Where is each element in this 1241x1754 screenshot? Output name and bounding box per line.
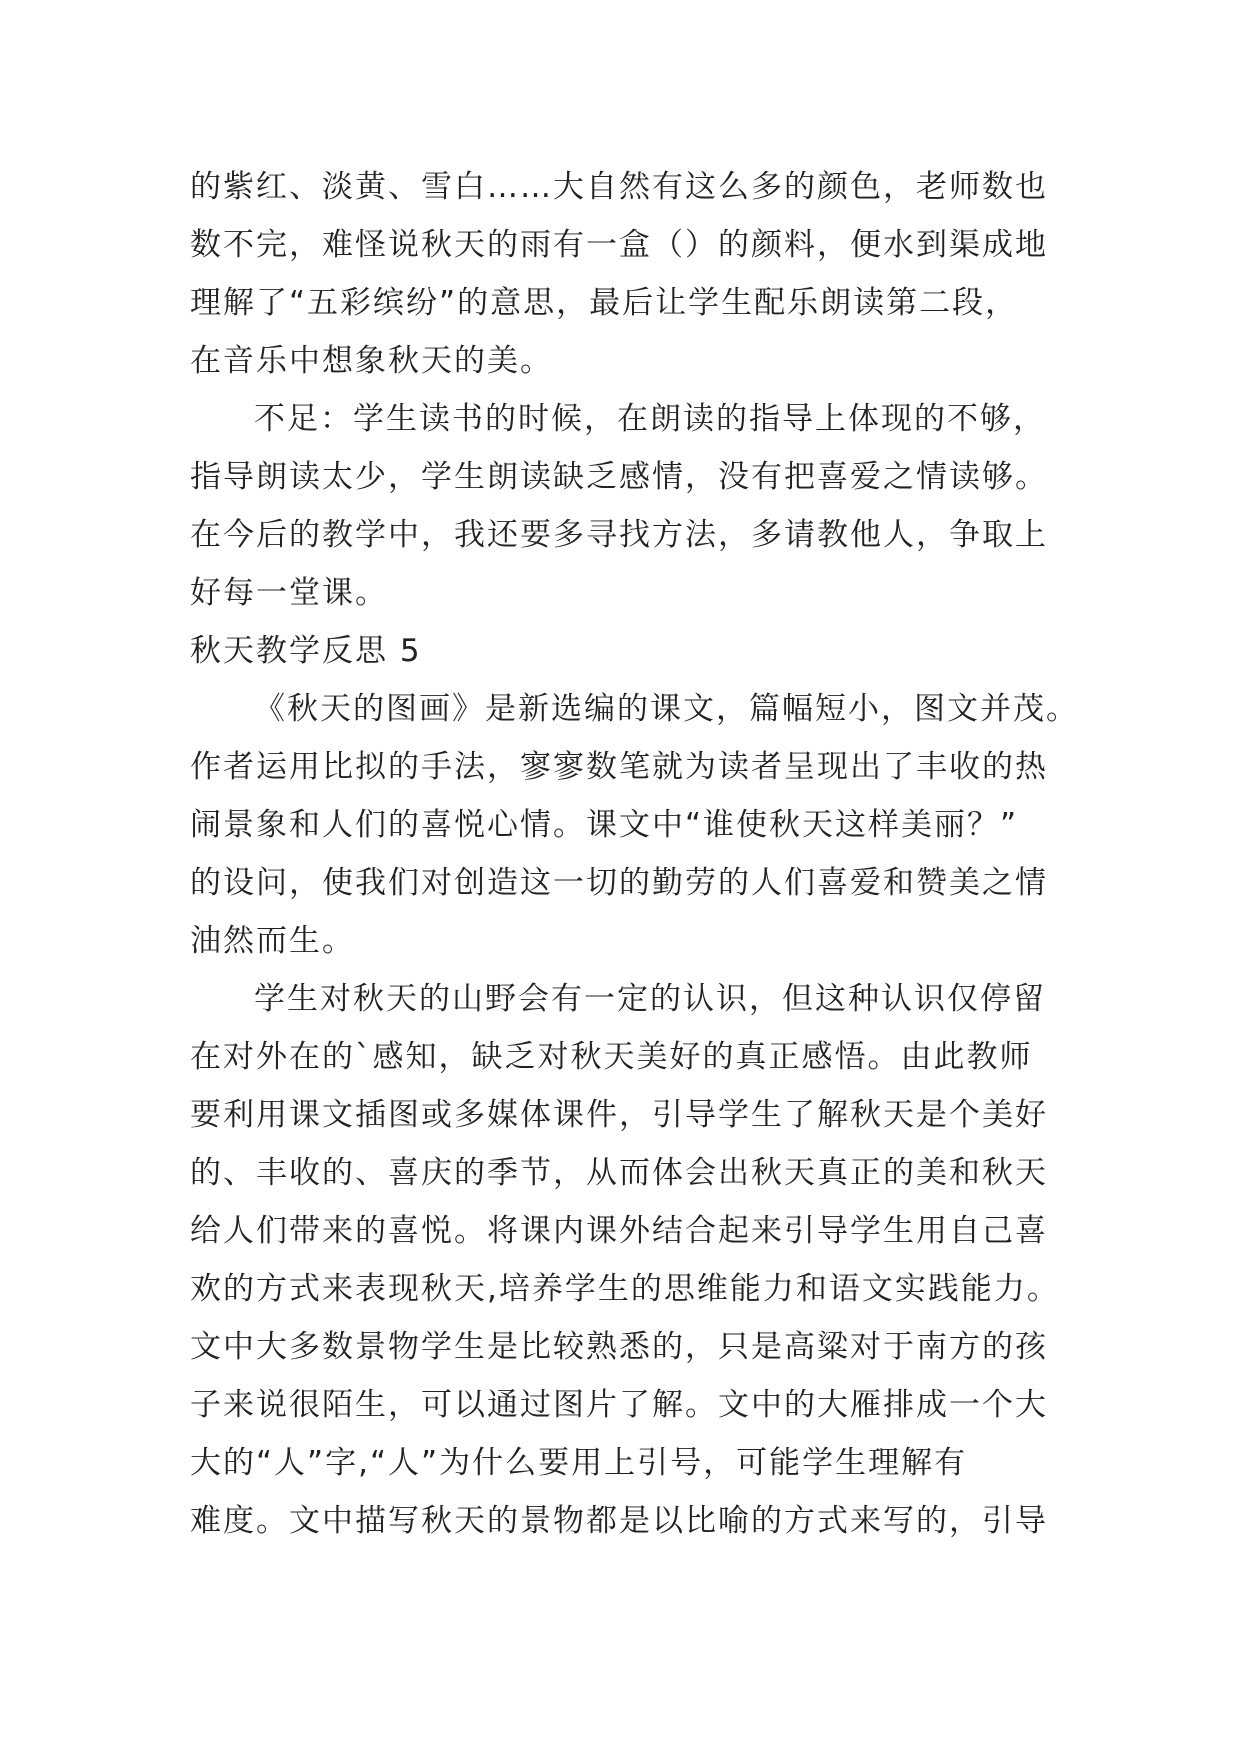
text-line: 理解了“五彩缤纷”的意思，最后让学生配乐朗读第二段， bbox=[190, 285, 1019, 321]
text-line: 文中大多数景物学生是比较熟悉的，只是高粱对于南方的孩 bbox=[190, 1329, 1048, 1365]
document-page bbox=[190, 158, 1079, 1550]
text-line: 在今后的教学中，我还要多寻找方法，多请教他人，争取上 bbox=[190, 517, 1048, 553]
paragraph-1 bbox=[190, 158, 1070, 390]
text-line: 油然而生。 bbox=[190, 923, 355, 959]
text-line: 在对外在的`感知，缺乏对秋天美好的真正感悟。由此教师 bbox=[190, 1039, 1033, 1075]
text-line: 指导朗读太少，学生朗读缺乏感情，没有把喜爱之情读够。 bbox=[190, 459, 1048, 495]
text-line: 闹景象和人们的喜悦心情。课文中“谁使秋天这样美丽？” bbox=[190, 807, 1019, 843]
text-line: 给人们带来的喜悦。将课内课外结合起来引导学生用自己喜 bbox=[190, 1213, 1048, 1249]
text-line: 学生对秋天的山野会有一定的认识，但这种认识仅停留 bbox=[254, 981, 1046, 1017]
text-line: 欢的方式来表现秋天,培养学生的思维能力和语文实践能力。 bbox=[190, 1271, 1060, 1307]
text-line: 作者运用比拟的手法，寥寥数笔就为读者呈现出了丰收的热 bbox=[190, 749, 1048, 785]
text-line: 子来说很陌生，可以通过图片了解。文中的大雁排成一个大 bbox=[190, 1387, 1048, 1423]
text-line: 的、丰收的、喜庆的季节，从而体会出秋天真正的美和秋天 bbox=[190, 1155, 1048, 1191]
text-line: 在音乐中想象秋天的美。 bbox=[190, 343, 553, 379]
text-line: 的设问，使我们对创造这一切的勤劳的人们喜爱和赞美之情 bbox=[190, 865, 1048, 901]
paragraph-2 bbox=[190, 390, 1070, 622]
paragraph-4 bbox=[190, 970, 1070, 1550]
paragraph-3 bbox=[190, 680, 1079, 970]
text-line: 大的“人”字,“人”为什么要用上引号，可能学生理解有 bbox=[190, 1445, 968, 1481]
text-line: 数不完，难怪说秋天的雨有一盒（）的颜料，便水到渠成地 bbox=[190, 227, 1048, 263]
text-line: 好每一堂课。 bbox=[190, 575, 388, 611]
text-line: 的紫红、淡黄、雪白……大自然有这么多的颜色，老师数也 bbox=[190, 169, 1048, 205]
text-line: 要利用课文插图或多媒体课件，引导学生了解秋天是个美好 bbox=[190, 1097, 1048, 1133]
section-title: 秋天教学反思 5 bbox=[190, 633, 422, 669]
text-line: 不足：学生读书的时候，在朗读的指导上体现的不够， bbox=[254, 401, 1046, 437]
text-line: 《秋天的图画》是新选编的课文，篇幅短小，图文并茂。 bbox=[254, 691, 1079, 727]
text-line: 难度。文中描写秋天的景物都是以比喻的方式来写的，引导 bbox=[190, 1503, 1048, 1539]
